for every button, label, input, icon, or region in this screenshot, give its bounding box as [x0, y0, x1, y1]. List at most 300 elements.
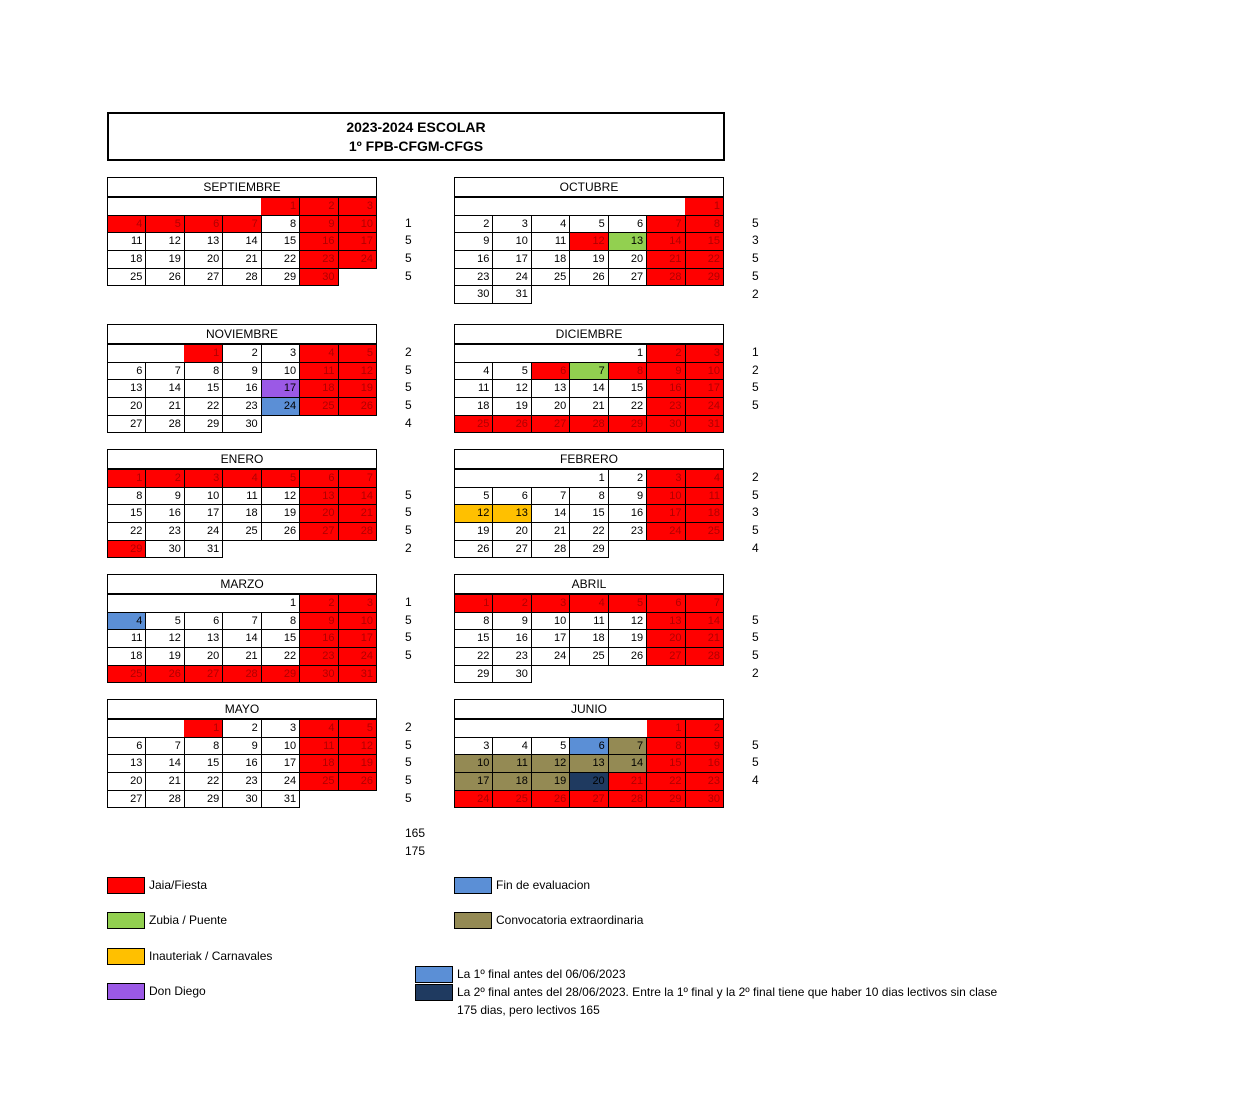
day-cell: 16 [223, 380, 261, 398]
week-row [455, 790, 724, 808]
day-cell: 20 [608, 251, 646, 269]
month-grid [454, 469, 724, 558]
day-cell: 13 [531, 380, 569, 398]
day-cell: 14 [146, 755, 184, 773]
month-abril [454, 574, 724, 683]
week-count: 5 [405, 268, 412, 283]
month-name: ENERO [107, 449, 377, 469]
day-cell: 11 [685, 487, 723, 505]
empty-cell [108, 345, 146, 363]
day-cell: 18 [108, 648, 146, 666]
day-cell: 13 [647, 612, 685, 630]
empty-cell [184, 595, 222, 613]
week-count: 5 [752, 755, 759, 770]
day-cell: 18 [570, 630, 608, 648]
day-cell: 13 [184, 630, 222, 648]
day-cell: 14 [647, 233, 685, 251]
day-cell: 28 [647, 268, 685, 286]
week-row [108, 415, 377, 433]
title-line-2: 1º FPB-CFGM-CFGS [348, 138, 484, 154]
day-cell: 15 [455, 630, 493, 648]
day-cell: 6 [531, 362, 569, 380]
day-cell: 5 [146, 215, 184, 233]
week-row [455, 595, 724, 613]
day-cell: 20 [531, 398, 569, 416]
day-cell: 31 [685, 415, 723, 433]
week-count: 2 [405, 720, 412, 734]
day-cell: 30 [300, 268, 338, 286]
month-diciembre [454, 324, 724, 433]
day-cell: 27 [108, 790, 146, 808]
week-row [455, 286, 724, 304]
day-cell: 6 [493, 487, 531, 505]
legend-swatch-purple [107, 983, 145, 1000]
week-row [455, 755, 724, 773]
day-cell: 25 [531, 268, 569, 286]
day-cell: 8 [608, 362, 646, 380]
day-cell: 31 [338, 665, 376, 683]
day-cell: 19 [608, 630, 646, 648]
week-count: 5 [752, 648, 759, 663]
day-cell: 17 [338, 233, 376, 251]
day-cell: 18 [685, 505, 723, 523]
day-cell: 7 [146, 737, 184, 755]
day-cell: 16 [223, 755, 261, 773]
day-cell: 27 [570, 790, 608, 808]
day-cell: 26 [261, 523, 299, 541]
day-cell: 21 [146, 773, 184, 791]
day-cell: 31 [493, 286, 531, 304]
month-grid [107, 719, 377, 808]
day-cell: 8 [261, 215, 299, 233]
day-cell: 15 [261, 630, 299, 648]
empty-cell [300, 415, 338, 433]
day-cell: 29 [570, 540, 608, 558]
day-cell: 4 [493, 737, 531, 755]
empty-cell [261, 540, 299, 558]
day-cell: 29 [647, 790, 685, 808]
week-row [455, 720, 724, 738]
legend-swatch-green [107, 912, 145, 929]
month-marzo [107, 574, 377, 683]
day-cell: 9 [300, 215, 338, 233]
day-cell: 7 [338, 470, 376, 488]
day-cell: 13 [108, 380, 146, 398]
day-cell: 23 [685, 773, 723, 791]
day-cell: 8 [570, 487, 608, 505]
day-cell: 10 [685, 362, 723, 380]
week-count: 3 [752, 505, 759, 520]
week-count: 1 [405, 215, 412, 230]
empty-cell [608, 540, 646, 558]
note-text: 175 dias, pero lectivos 165 [457, 1003, 600, 1017]
day-cell: 26 [146, 268, 184, 286]
empty-cell [531, 665, 569, 683]
week-row [108, 380, 377, 398]
day-cell: 25 [455, 415, 493, 433]
day-cell: 23 [223, 398, 261, 416]
day-cell: 28 [146, 415, 184, 433]
day-cell: 10 [493, 233, 531, 251]
day-cell: 11 [108, 233, 146, 251]
empty-cell [223, 198, 261, 216]
day-cell: 25 [685, 523, 723, 541]
day-cell: 8 [108, 487, 146, 505]
day-cell: 30 [493, 665, 531, 683]
empty-cell [531, 470, 569, 488]
legend-label: Don Diego [149, 984, 206, 998]
day-cell: 11 [455, 380, 493, 398]
empty-cell [338, 415, 376, 433]
day-cell: 11 [300, 362, 338, 380]
day-cell: 15 [647, 755, 685, 773]
day-cell: 4 [223, 470, 261, 488]
day-cell: 16 [493, 630, 531, 648]
empty-cell [146, 345, 184, 363]
day-cell: 21 [146, 398, 184, 416]
week-row [108, 198, 377, 216]
week-row [455, 540, 724, 558]
day-cell: 12 [531, 755, 569, 773]
day-cell: 28 [685, 648, 723, 666]
week-row [108, 470, 377, 488]
empty-cell [608, 286, 646, 304]
day-cell: 17 [455, 773, 493, 791]
day-cell: 19 [146, 251, 184, 269]
day-cell: 28 [570, 415, 608, 433]
week-row [108, 720, 377, 738]
day-cell: 7 [223, 612, 261, 630]
day-cell: 24 [531, 648, 569, 666]
day-cell: 26 [338, 398, 376, 416]
empty-cell [338, 790, 376, 808]
day-cell: 13 [108, 755, 146, 773]
day-cell: 4 [108, 215, 146, 233]
empty-cell [647, 665, 685, 683]
note-swatch-blue [415, 966, 453, 983]
day-cell: 27 [493, 540, 531, 558]
day-cell: 2 [300, 198, 338, 216]
day-cell: 19 [261, 505, 299, 523]
day-cell: 12 [338, 737, 376, 755]
day-cell: 6 [300, 470, 338, 488]
day-cell: 23 [608, 523, 646, 541]
day-cell: 19 [338, 755, 376, 773]
week-row [108, 268, 377, 286]
week-count: 4 [752, 773, 759, 788]
day-cell: 24 [685, 398, 723, 416]
week-count: 5 [405, 755, 412, 770]
day-cell: 14 [146, 380, 184, 398]
day-cell: 6 [184, 612, 222, 630]
day-cell: 16 [300, 233, 338, 251]
day-cell: 21 [685, 630, 723, 648]
day-cell: 28 [338, 523, 376, 541]
day-cell: 9 [608, 487, 646, 505]
day-cell: 20 [300, 505, 338, 523]
day-cell: 13 [493, 505, 531, 523]
day-cell: 9 [493, 612, 531, 630]
week-row [455, 215, 724, 233]
day-cell: 18 [455, 398, 493, 416]
empty-cell [608, 720, 646, 738]
day-cell: 10 [261, 737, 299, 755]
week-count: 5 [405, 612, 412, 627]
day-cell: 20 [108, 398, 146, 416]
month-grid [454, 719, 724, 808]
empty-cell [685, 286, 723, 304]
day-cell: 2 [146, 470, 184, 488]
empty-cell [493, 720, 531, 738]
month-name: DICIEMBRE [454, 324, 724, 344]
day-cell: 7 [647, 215, 685, 233]
day-cell: 26 [608, 648, 646, 666]
day-cell: 22 [570, 523, 608, 541]
day-cell: 2 [608, 470, 646, 488]
day-cell: 23 [647, 398, 685, 416]
week-row [455, 470, 724, 488]
day-cell: 15 [184, 755, 222, 773]
empty-cell [223, 540, 261, 558]
total-days: 175 [405, 844, 426, 858]
day-cell: 10 [531, 612, 569, 630]
legend-label: Zubia / Puente [149, 913, 228, 927]
day-cell: 22 [455, 648, 493, 666]
day-cell: 8 [647, 737, 685, 755]
day-cell: 14 [223, 630, 261, 648]
day-cell: 26 [455, 540, 493, 558]
day-cell: 8 [184, 737, 222, 755]
day-cell: 9 [685, 737, 723, 755]
week-row [108, 487, 377, 505]
day-cell: 5 [261, 470, 299, 488]
empty-cell [184, 198, 222, 216]
day-cell: 24 [184, 523, 222, 541]
week-count: 2 [752, 665, 759, 680]
day-cell: 17 [338, 630, 376, 648]
day-cell: 3 [531, 595, 569, 613]
day-cell: 25 [300, 398, 338, 416]
day-cell: 11 [531, 233, 569, 251]
day-cell: 19 [570, 251, 608, 269]
legend-label: Jaia/Fiesta [149, 878, 208, 892]
month-octubre [454, 177, 724, 304]
week-row [108, 648, 377, 666]
week-count: 2 [752, 362, 759, 377]
legend-swatch-orange [107, 948, 145, 965]
day-cell: 18 [531, 251, 569, 269]
week-count: 5 [405, 523, 412, 538]
empty-cell [223, 595, 261, 613]
week-row [455, 487, 724, 505]
empty-cell [685, 665, 723, 683]
day-cell: 1 [455, 595, 493, 613]
day-cell: 16 [685, 755, 723, 773]
day-cell: 9 [146, 487, 184, 505]
day-cell: 11 [300, 737, 338, 755]
day-cell: 8 [184, 362, 222, 380]
empty-cell [647, 286, 685, 304]
week-row [455, 398, 724, 416]
month-febrero [454, 449, 724, 558]
month-name: SEPTIEMBRE [107, 177, 377, 197]
empty-cell [493, 198, 531, 216]
day-cell: 14 [223, 233, 261, 251]
day-cell: 11 [223, 487, 261, 505]
month-enero [107, 449, 377, 558]
day-cell: 25 [108, 268, 146, 286]
empty-cell [570, 286, 608, 304]
day-cell: 14 [338, 487, 376, 505]
month-name: ABRIL [454, 574, 724, 594]
day-cell: 15 [608, 380, 646, 398]
day-cell: 16 [300, 630, 338, 648]
day-cell: 17 [184, 505, 222, 523]
week-row [455, 737, 724, 755]
day-cell: 12 [146, 630, 184, 648]
day-cell: 26 [493, 415, 531, 433]
day-cell: 6 [108, 737, 146, 755]
day-cell: 9 [223, 362, 261, 380]
empty-cell [455, 720, 493, 738]
day-cell: 22 [184, 398, 222, 416]
day-cell: 10 [338, 612, 376, 630]
day-cell: 17 [531, 630, 569, 648]
empty-cell [300, 540, 338, 558]
empty-cell [608, 665, 646, 683]
day-cell: 16 [455, 251, 493, 269]
day-cell: 7 [685, 595, 723, 613]
day-cell: 1 [261, 595, 299, 613]
empty-cell [685, 540, 723, 558]
day-cell: 23 [300, 251, 338, 269]
day-cell: 19 [531, 773, 569, 791]
week-row [108, 755, 377, 773]
week-row [108, 773, 377, 791]
week-row [108, 595, 377, 613]
day-cell: 22 [184, 773, 222, 791]
empty-cell [493, 345, 531, 363]
week-count: 5 [405, 773, 412, 788]
day-cell: 7 [223, 215, 261, 233]
week-count: 4 [752, 540, 759, 555]
day-cell: 23 [146, 523, 184, 541]
day-cell: 21 [338, 505, 376, 523]
day-cell: 7 [531, 487, 569, 505]
week-count: 2 [405, 540, 412, 555]
day-cell: 7 [146, 362, 184, 380]
week-row [455, 380, 724, 398]
week-row [455, 665, 724, 683]
day-cell: 2 [223, 345, 261, 363]
day-cell: 25 [223, 523, 261, 541]
day-cell: 10 [647, 487, 685, 505]
empty-cell [338, 268, 376, 286]
week-row [108, 215, 377, 233]
day-cell: 20 [184, 648, 222, 666]
week-count: 2 [405, 345, 412, 359]
day-cell: 15 [570, 505, 608, 523]
day-cell: 22 [608, 398, 646, 416]
day-cell: 3 [685, 345, 723, 363]
day-cell: 9 [223, 737, 261, 755]
day-cell: 20 [493, 523, 531, 541]
month-grid [454, 197, 724, 304]
day-cell: 12 [570, 233, 608, 251]
day-cell: 1 [184, 345, 222, 363]
week-count: 4 [405, 415, 412, 430]
day-cell: 22 [647, 773, 685, 791]
day-cell: 21 [608, 773, 646, 791]
day-cell: 28 [531, 540, 569, 558]
day-cell: 3 [493, 215, 531, 233]
day-cell: 11 [493, 755, 531, 773]
day-cell: 15 [184, 380, 222, 398]
empty-cell [338, 540, 376, 558]
day-cell: 18 [300, 755, 338, 773]
day-cell: 12 [608, 612, 646, 630]
week-row [108, 398, 377, 416]
day-cell: 31 [261, 790, 299, 808]
week-row [108, 345, 377, 363]
empty-cell [570, 198, 608, 216]
week-row [455, 251, 724, 269]
week-row [108, 362, 377, 380]
day-cell: 26 [531, 790, 569, 808]
day-cell: 3 [338, 198, 376, 216]
week-row [108, 505, 377, 523]
day-cell: 2 [493, 595, 531, 613]
week-count: 5 [752, 251, 759, 266]
day-cell: 8 [455, 612, 493, 630]
day-cell: 22 [261, 648, 299, 666]
empty-cell [146, 198, 184, 216]
day-cell: 9 [455, 233, 493, 251]
day-cell: 3 [261, 720, 299, 738]
day-cell: 13 [184, 233, 222, 251]
day-cell: 13 [570, 755, 608, 773]
week-count: 5 [405, 790, 412, 805]
day-cell: 2 [455, 215, 493, 233]
day-cell: 10 [338, 215, 376, 233]
legend-swatch-olive [454, 912, 492, 929]
week-row [455, 612, 724, 630]
empty-cell [108, 595, 146, 613]
week-count: 5 [752, 380, 759, 395]
empty-cell [570, 720, 608, 738]
week-count: 5 [752, 630, 759, 645]
day-cell: 29 [184, 790, 222, 808]
day-cell: 12 [493, 380, 531, 398]
day-cell: 2 [647, 345, 685, 363]
day-cell: 2 [300, 595, 338, 613]
day-cell: 6 [184, 215, 222, 233]
week-row [455, 648, 724, 666]
note-text: La 1º final antes del 06/06/2023 [457, 967, 626, 981]
day-cell: 5 [455, 487, 493, 505]
day-cell: 29 [455, 665, 493, 683]
week-count: 5 [405, 487, 412, 502]
day-cell: 28 [223, 665, 261, 683]
week-row [455, 198, 724, 216]
empty-cell [300, 790, 338, 808]
day-cell: 18 [223, 505, 261, 523]
day-cell: 1 [570, 470, 608, 488]
month-grid [107, 344, 377, 433]
day-cell: 4 [455, 362, 493, 380]
day-cell: 12 [338, 362, 376, 380]
empty-cell [146, 595, 184, 613]
